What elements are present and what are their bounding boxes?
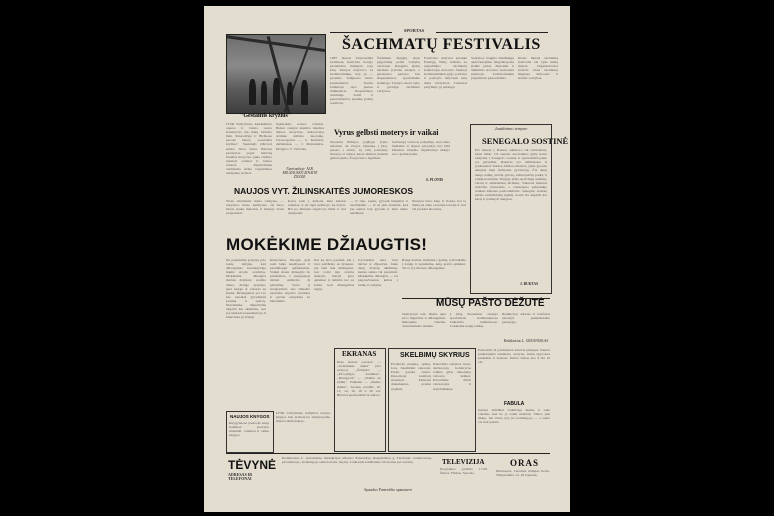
- humor-body-col-1: Da pajaukimų pripratę prie tokių dalykų, kad džiaugsmas kasdienybėje mums atrodo svetimas. Mokėkime džiaugtis mažais dalykais: saulėta diena, draugo šypsena, gera knyga ar vakaras su šeima. Džiaugsmas yra tai, kas suteikia gyvenimui prasmę ir spalvų. Neleiskime rūpesčiams užgožti šių akimirkų, nes jos niekada nepasikartoja ir kiekviena jų brangi.: [226, 258, 266, 320]
- photo-caption: "Gestantis kryžius": [240, 113, 292, 119]
- humor-title: NAUJOS VYT. ŽILINSKAITĖS JUMORESKOS: [234, 186, 413, 196]
- festival-col-5: Kitais metais šachmatų festivalis vėl vyks mūsų mieste. Organizatoriai kviečia visus šachmatų mėgėjus dalyvauti ir stebėti varžybas.: [518, 56, 558, 81]
- festival-col-1: 1987 metais Tarptautinis šachmatų festivalis Sočyje pastebimai išsiskyrė tarp kitų. Turnyre dalyvavo 14 šachmatininkų, tarp jų — pasaulio čempiono titulo pretendentai. Taurės laimėtoju tapo jaunas didmeistris. Respublikos rinktinėje žaidė ir panevėžiečiai, pasiekę gražių rezultatų.: [330, 56, 373, 106]
- header-rule-left: [330, 32, 392, 33]
- books-title: NAUJOS KNYGOS: [230, 414, 270, 419]
- footer-line: Spaudos Panevėžio spaustuvė: [364, 487, 412, 492]
- mailbox-col-1: Skaitytojai rašo mums apie savo rūpesčius ir džiaugsmus. Dėkojame visiems, atsiuntusiems laiškus.: [402, 312, 446, 329]
- humor-body-col-4: Gyvenimas nėra vien darbai ir rūpesčiai. Jame daug šviesių akimirkų, kurias reikia tik pastebėti. Mokėkime džiaugtis — tai paprasčiausias kelias į laimę ir ramybę.: [358, 258, 398, 287]
- mailbox-editor: Redaktorius L. GRUSNISKAS: [503, 339, 549, 343]
- festival-title: ŠACHMATŲ FESTIVALIS: [342, 36, 541, 53]
- festival-col-4: Varžybos baigėsi iškilmingu apdovanojimu. Nugalėtojams įteikti prizai, diplomai ir atminimo dovanos. Geriausiu jaunuoju šachmatininku pripažintas panevėžietis.: [471, 56, 514, 81]
- mailbox-title: MŪSŲ PAŠTO DĖŽUTĖ: [436, 298, 545, 309]
- section-label: SPORTAS: [403, 28, 425, 33]
- books-text: Knygynuose pasirodė nauji leidiniai: poezijos rinkiniai, romanai ir vaikų knygos.: [229, 421, 269, 438]
- humor-col-1: Visus stiebiantis mano vaikystę, — sakydavo mano kaimynas. Jis buvo tikras juokų meistras ir mokėjo visus prajuokinti.: [226, 199, 284, 216]
- photo-credit: Nuotraukoje: ALB. KRUZAUSKO ZINAITE ZIOGIE.: [282, 167, 318, 180]
- literature-title: SENEGALO SOSTINĖ: [482, 136, 569, 146]
- televizija-title: TELEVIZIJA: [442, 458, 485, 466]
- fabula-text: Gaidys išdidžiai vaikščiojo kieme ir sakė visiems, kad be jo saulė neišeitų. Vištos jam tikėjo, bet vieną rytą jis pramiegojo — o saulė vis tiek pakilo.: [478, 408, 550, 425]
- photo-article-col-1: LTSR Valstybinio Akademinio operos ir baleto teatro kolektyvas šių metų birželio mėn. Panevėžyje ir Biržuose parodė baletą „Gestantis kryžius“. Spektaklį žiūrovai sutiko labai šiltai. Baletas pastatytas pagal lietuvių liaudies motyvus, jame vaidino jaunieji solistai ir baleto artistai. Pagrindinius vaidmenis atliko respublikos nusipelnę artistai.: [226, 122, 272, 176]
- ekranas-title: EKRANAS: [342, 350, 377, 358]
- vyrus-col-1: Neseniai Baltijos pajūryje įvyko nelaimė: du žvejai, išplaukę į jūrą, pateko į audrą. Jų valtį pastebėjo moterys ir vaikai, kurie skubiai pranešė gelbėtojams. Žvejai buvo išgelbėti.: [330, 140, 388, 161]
- footer-info: Redaktorius L. Grusniskas. Redakcijos adresas: Panevėžys, Respublikos g. Telefonai: redaktoriaus, pavaduotojo, atsakingojo sekretoriaus, skyrių. Laikraštis leidžiamas tris kartus per savaitę.: [282, 456, 432, 465]
- tevyne-title: TĖVYNĖ: [228, 458, 277, 472]
- ekranas-list: Kino teatras „Garsas“ — „Sodininkės duktė“ (dvi serijos). „Žemyna“ — „Pavojingas žaidimas“. „Draugystė“ — „Naktis be ėjimų“. Vaikams — „Ruduo miške“. Seansų pradžia 10, 12, 14, 16, 18 ir 20 val. Bilietai parduodami iš anksto.: [337, 360, 381, 397]
- humor-col-4: Nesenai buvo kaip ir visada, bet tą dieną jis atėjo su nauja istorija ir visi vėl juokėsi iki ašarų.: [412, 199, 466, 212]
- fabula-title: FABULA: [504, 401, 525, 407]
- oras-text: Debesuota, vietomis trumpas lietus. Temperatūra 14–18 laipsnių.: [496, 469, 550, 478]
- newspaper-page: [204, 6, 570, 512]
- photo-article-col-2: Spektaklio scenos vaizdas. Baleto šokėjai skamba liaudies dainos motyvais, dekoracijos atitinka kūrinio nuotaiką. Choreografas — S. Kerbelis, dailininkas — J. Motiekaitis. Dirigavo V. Viržonis.: [276, 122, 324, 151]
- literature-label: Jaudinimo temyne: [494, 126, 528, 131]
- footer-rule: [226, 453, 550, 454]
- big-title: MOKĖKIME DŽIAUGTIS!: [226, 235, 428, 254]
- vyrus-col-2: Gelbėtojų vadovas pažymėjo, kad tokia budrumo ir drąsos pavyzdys turi būti žinomas visiems. Išgelbėtieji dėkoja savo gelbėtojams.: [392, 140, 450, 157]
- books-side-text: LTSR valstybinės leidyklos naujos knygos bus pristatytos skaitytojams miesto bibliotekoje.: [276, 411, 330, 424]
- literature-text: Per miestą į Dakarą atkeliavo tik trečiadienį, labai liūdo. Už senelio nuotraukos grįžę kartu nuėjome į Senegalo sostinę ir pasivaikščiojome jos gatvėmis. Dakaras yra didžiausias ir gražiausias Vakarų Afrikos miestas, jame gyvena daugiau kaip milijonas gyventojų. Čia daug naujų namų, plačių gatvių, žaliuojančių parkų ir ramių krantinių. Turguje pilna spalvingų audinių, vaisių ir amatininkų dirbinių. Vakarais miestas nušvinta šviesomis, o vandenyno pakrantėje renkasi žmonės pasivaikščioti. Senegalo sostinė paliko neišdildomą įspūdį, norisi čia sugrįžti dar kartą ir pamatyti daugiau.: [475, 148, 547, 202]
- ads-col-2: Panevėžio statybos tresto darbuotojų kolektyvas reiškia gilią užuojautą velionio šeimai. Kviečiame dirbti vairuotojus ir statybininkus.: [433, 362, 471, 391]
- humor-col-3: — Ir taip, sakau, gyvenk linksmai ir nesirūpink! — O aš jam atsakiau, kad jau seniai taip gyvenu ir man nieko netrūksta.: [350, 199, 408, 216]
- humor-col-2: Kartą jam į kelionę ėmė keistas reikalas, ir jis ilgai nežinojo, ką daryti. Bet po minutės sugalvojo išeitį ir visi nusijuokė.: [288, 199, 346, 216]
- right-lower-col: Panevėžio II parduotuvė kviečia pirkėjus. Nuolat prekiaujama audiniais, avalyne, namų apyvokos prekėmis ir žaislais. Darbo laikas nuo 9 iki 19 val.: [478, 348, 550, 365]
- festival-col-3: Festivalio dalyviai aplankė Palangą, Nidą, susitiko su respublikos šachmatų federacijos atstovais. Jaunieji šachmatininkai įgijo patirties ir pasiryžo dalyvauti kitų metų varžybose. Treneriai pažymėjo jų pažangą.: [424, 56, 467, 89]
- oras-title: ORAS: [510, 458, 540, 468]
- ads-col-1: Parduodu pianiną, spintą, lovą. Skambinti vakarais. Perku garažą centre. Išnuomoju kambarį studentei. Pametus dokumentus prašau grąžinti.: [391, 362, 431, 391]
- vyrus-author: S. PLONIS: [426, 178, 444, 182]
- literature-author: J. BUKTAS: [520, 282, 539, 286]
- header-rule-right: [436, 32, 548, 33]
- news-photo: [226, 34, 326, 114]
- tevyne-subtitle: ADRESAS IR TELEFONAI: [228, 472, 253, 482]
- televizija-text: Programos pradžia 17.00. Žinios. Filmas. Sportas.: [440, 467, 488, 476]
- vyrus-title: Vyrus gelbsti moterys ir vaikai: [334, 128, 439, 137]
- mailbox-col-3: Redakcijos adresas ir telefonai nurodyti paskutiniame puslapyje.: [502, 312, 550, 325]
- humor-body-col-3: Kai ką nors pasakei, kai į tave pažiūrėjo su šypsena, jau šiek tiek džiaugiesi. Gal todėl taip svarbu mokytis matyti gera aplinkui ir dalintis tuo su kitais, kad džiaugsmas augtų.: [314, 258, 354, 291]
- humor-body-col-5: Baigę darbus, išeikime į gamtą, pažvelkime į dangų ir pajuskime, kaip gražu aplinkui. Tai ir yra tikrasis džiaugsmas.: [402, 258, 466, 271]
- mailbox-col-2: Į jūsų klausimus atsakys specialistai artimiausiuose laikraščio numeriuose. Laukiame naujų laiškų.: [450, 312, 498, 329]
- ads-title: SKELBIMŲ SKYRIUS: [400, 352, 470, 359]
- festival-col-2: Šachmatų mėgėjų tarpe pagerbimą pelnė varžybų veteranai. Daugelio ėjimų derinius įvertino teisėjai, o geriausios partijos bus išspausdintos specialiame leidinyje. Turnyro metu vyko ir greitųjų šachmatų varžybos.: [377, 56, 420, 93]
- humor-body-col-2: Kiekvienas žmogus gali rasti laiko nusišypsoti ir pasidžiaugti aplinkiniais. Vaikai moka džiaugtis be priežasties, o suaugusieji dažnai užmiršta šį gebėjimą. Verta jį susigrąžinti, nes linksma nuotaika stiprina sveikatą ir gerina santykius su žmonėmis.: [270, 258, 310, 303]
